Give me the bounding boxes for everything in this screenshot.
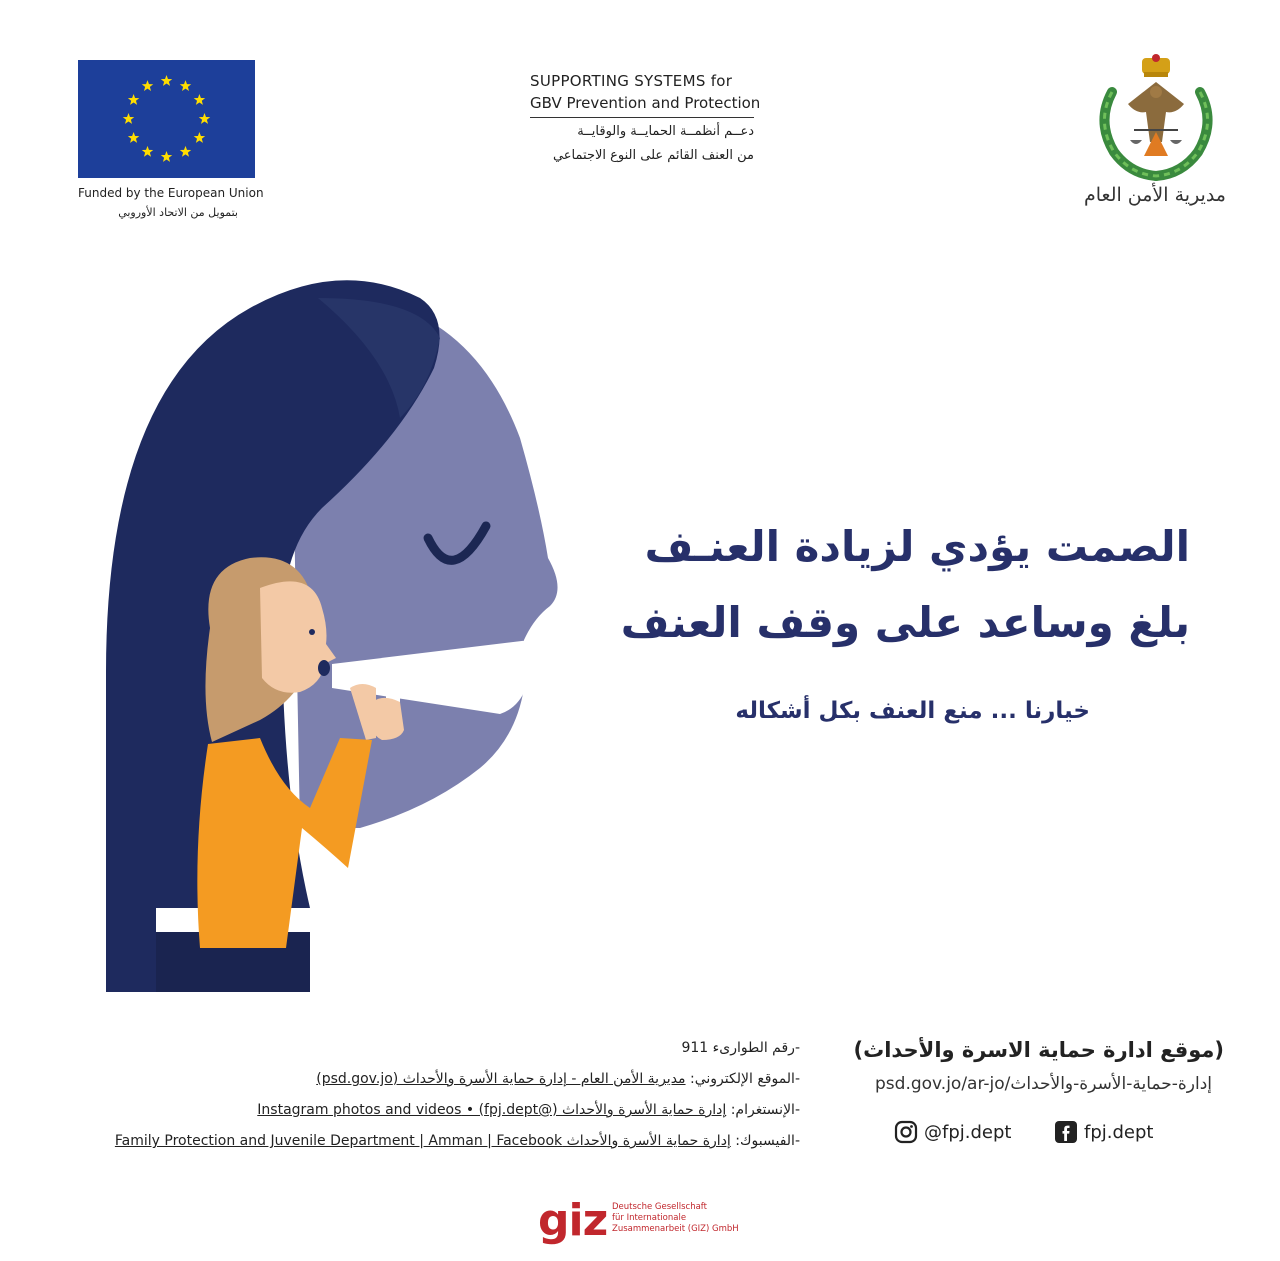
facebook-icon xyxy=(1054,1120,1078,1144)
giz-line-1: Deutsche Gesellschaft xyxy=(612,1202,707,1212)
contact-website-link[interactable]: مديرية الأمن العام - إدارة حماية الأسرة والأحداث (psd.gov.jo) xyxy=(316,1071,686,1087)
project-title-ar-1: دعــم أنظمــة الحمايــة والوقايــة xyxy=(577,124,754,139)
giz-line-2: für Internationale xyxy=(612,1213,687,1223)
facebook-handle[interactable] xyxy=(1054,1119,1153,1145)
giz-full-name xyxy=(612,1202,739,1235)
project-title-en-2: GBV Prevention and Protection xyxy=(530,94,761,112)
instagram-handle-text: @fpj.dept xyxy=(924,1121,1012,1143)
eu-star-icon xyxy=(161,151,172,162)
eu-star-icon xyxy=(180,80,191,91)
contact-instagram-link[interactable]: إدارة حماية الأسرة والأحداث (@fpj.dept) • Instagram photos and videos xyxy=(257,1102,727,1118)
facebook-handle-text: fpj.dept xyxy=(1084,1121,1154,1143)
eu-star-icon xyxy=(194,132,205,143)
girl-mouth-icon xyxy=(318,660,330,676)
eu-star-icon xyxy=(161,75,172,86)
psd-emblem-icon xyxy=(1090,52,1222,182)
eu-star-icon xyxy=(142,146,153,157)
project-title-en-1: SUPPORTING SYSTEMS for xyxy=(530,72,733,90)
contact-instagram xyxy=(257,1102,800,1118)
eu-star-icon xyxy=(128,94,139,105)
contact-facebook xyxy=(115,1133,800,1149)
instagram-handle[interactable] xyxy=(894,1119,1011,1145)
contact-website-label: -الموقع الإلكتروني: xyxy=(690,1071,800,1087)
illustration-silence xyxy=(100,268,570,992)
contact-website xyxy=(316,1071,800,1087)
giz-logo: giz xyxy=(538,1195,608,1246)
eu-star-icon xyxy=(128,132,139,143)
contact-facebook-label: -الفيسبوك: xyxy=(735,1133,800,1149)
contact-emergency-label: -رقم الطوارىء xyxy=(712,1040,800,1056)
eu-flag xyxy=(78,60,255,178)
headline-line-2: بلغ وساعد على وقف العنف xyxy=(620,598,1190,647)
contact-emergency-number: 911 xyxy=(681,1040,709,1056)
project-title-ar-2: من العنف القائم على النوع الاجتماعي xyxy=(552,148,754,163)
eu-star-icon xyxy=(123,113,134,124)
eu-star-icon xyxy=(199,113,210,124)
eu-stars-icon xyxy=(78,60,255,178)
eu-star-icon xyxy=(142,80,153,91)
psd-name-ar: مديرية الأمن العام xyxy=(1083,184,1226,206)
eu-funded-ar: بتمويل من الاتحاد الأوروبي xyxy=(118,206,238,219)
contact-emergency xyxy=(681,1040,800,1056)
giz-line-3: Zusammenarbeit (GIZ) GmbH xyxy=(612,1224,739,1234)
headline-line-1: الصمت يؤدي لزيادة العنـف xyxy=(644,522,1190,571)
site-title: (موقع ادارة حماية الاسرة والأحداث) xyxy=(853,1038,1224,1062)
instagram-icon xyxy=(894,1120,918,1144)
contact-instagram-label: -الإنستغرام: xyxy=(730,1102,800,1118)
contact-facebook-link[interactable]: إدارة حماية الأسرة والأحداث Family Protection and Juvenile Department | Amman | Facebook xyxy=(114,1133,731,1149)
project-divider xyxy=(530,117,754,118)
eu-funded-en: Funded by the European Union xyxy=(78,186,264,200)
slogan: خيارنا ... منع العنف بكل أشكاله xyxy=(735,698,1090,724)
eu-star-icon xyxy=(180,146,191,157)
eu-star-icon xyxy=(194,94,205,105)
site-url-link[interactable]: psd.gov.jo/ar-jo/إدارة-حماية-الأسرة-والأحداث xyxy=(875,1074,1212,1094)
